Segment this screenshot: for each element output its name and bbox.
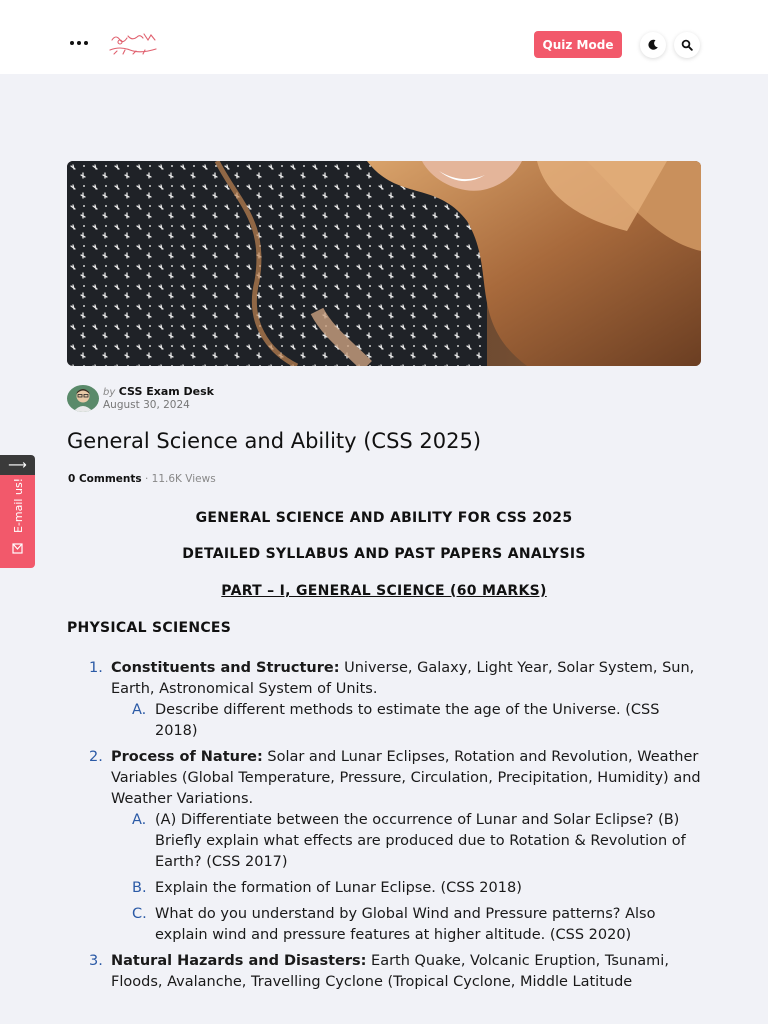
sub-list-letter: A. (132, 812, 147, 828)
list-item (67, 747, 701, 946)
sub-list-letter: C. (132, 906, 147, 922)
heading-title: GENERAL SCIENCE AND ABILITY FOR CSS 2025 (195, 510, 573, 526)
heading-part: PART – I, GENERAL SCIENCE (60 MARKS) (221, 583, 547, 599)
hero-image (67, 161, 701, 366)
sub-list-item (111, 904, 701, 946)
sub-list-item (111, 878, 701, 899)
list-item (67, 658, 701, 742)
avatar[interactable] (67, 385, 99, 412)
quiz-mode-button[interactable]: Quiz Mode (534, 31, 622, 58)
list-number: 3. (89, 953, 103, 969)
views-count: 11.6K Views (151, 473, 216, 485)
list-number: 2. (89, 749, 103, 765)
arrow-right-icon[interactable]: ⟶ (0, 455, 35, 475)
list-item (67, 951, 701, 993)
site-header (0, 0, 768, 74)
sub-item-text: Explain the formation of Lunar Eclipse. (CSS 2018) (155, 880, 522, 896)
item-text: Solar and Lunar Eclipses, Rotation and Revolution, Weather Variables (Global Temperature, Pressure, Circulation, Precipitation, Humidity) and Weather Variations. (111, 749, 701, 807)
email-us-button[interactable] (0, 475, 35, 568)
moon-icon[interactable] (640, 32, 666, 58)
email-us-label: E-mail us! (12, 477, 25, 533)
list-number: 1. (89, 660, 103, 676)
sub-list (111, 700, 701, 742)
sub-list-item (111, 810, 701, 873)
page-title: General Science and Ability (CSS 2025) (67, 429, 482, 453)
sub-item-text: Describe different methods to estimate the age of the Universe. (CSS 2018) (155, 702, 660, 739)
heading-subtitle: DETAILED SYLLABUS AND PAST PAPERS ANALYSIS (182, 546, 586, 562)
comments-link[interactable]: 0 Comments (68, 473, 142, 485)
sub-list-letter: B. (132, 880, 147, 896)
sub-list (111, 810, 701, 946)
item-label: Natural Hazards and Disasters: (111, 953, 367, 969)
post-date: August 30, 2024 (103, 399, 190, 411)
item-label: Process of Nature: (111, 749, 263, 765)
post-meta (68, 473, 216, 485)
item-text: Earth Quake, Volcanic Eruption, Tsunami, Floods, Avalanche, Travelling Cyclone (Tropical Cyclone, Middle Latitude (111, 953, 669, 990)
section-heading: PHYSICAL SCIENCES (67, 620, 232, 636)
search-icon[interactable] (674, 32, 700, 58)
sub-list-letter: A. (132, 702, 147, 718)
article-body (67, 510, 701, 998)
syllabus-list (67, 658, 701, 993)
author-name[interactable]: CSS Exam Desk (118, 385, 215, 398)
item-text: Universe, Galaxy, Light Year, Solar System, Sun, Earth, Astronomical System of Units. (111, 660, 695, 697)
site-logo[interactable] (106, 28, 162, 60)
item-label: Constituents and Structure: (111, 660, 340, 676)
sub-list-item (111, 700, 701, 742)
by-label: by (103, 387, 116, 398)
email-us-tab (0, 455, 35, 568)
author-block (67, 385, 214, 413)
meta-separator: · (144, 473, 149, 485)
sub-item-text: (A) Differentiate between the occurrence of Lunar and Solar Eclipse? (B) Briefly explain what effects are produced due to Rotation & Revolution of Earth? (CSS 2017) (155, 812, 686, 870)
envelope-icon (12, 543, 23, 554)
dots-menu-icon[interactable] (70, 36, 92, 50)
sub-item-text: What do you understand by Global Wind and Pressure patterns? Also explain wind and pressure features at higher altitude. (CSS 2020) (155, 906, 656, 943)
